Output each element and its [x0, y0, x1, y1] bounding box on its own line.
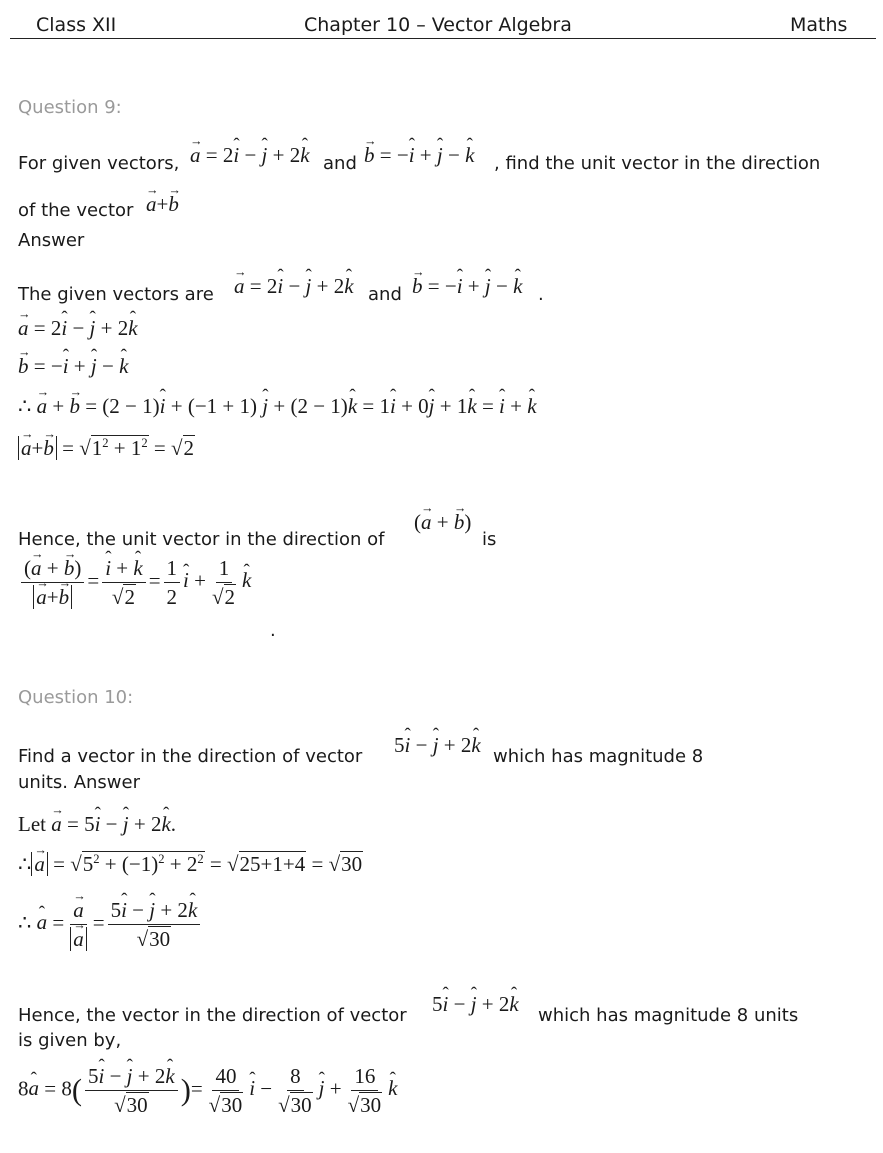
q9-eq-a: → a = 2ˆ i − ˆ j + 2ˆ k	[18, 316, 138, 341]
q9-given-and: and	[368, 284, 402, 305]
question-10-title: Question 10:	[18, 687, 134, 708]
q9-vector-b: → b = −ˆ i + ˆ j − ˆ k	[364, 143, 474, 168]
header-class: Class XII	[36, 14, 117, 36]
q10-hence-a: Hence, the vector in the direction of vector	[18, 1005, 407, 1026]
q9-dot: .	[270, 620, 276, 641]
q9-text-a: For given vectors,	[18, 153, 180, 174]
q9-text-and: and	[323, 153, 357, 174]
q9-given-b: → b = −ˆ i + ˆ j − ˆ k	[412, 274, 522, 299]
q9-hence-vector: (→ a + → b)	[414, 510, 471, 535]
q9-eq-sum: ∴ → a + → b = (2 − 1)ˆ i + (−1 + 1) ˆ j + (2 − 1)ˆ k = 1ˆ i + 0ˆ j + 1ˆ k = ˆ i + ˆ k	[18, 394, 537, 419]
q9-vector-sum: → a+→ b	[146, 192, 179, 217]
q9-text-c: of the vector	[18, 200, 134, 221]
q9-given-text: The given vectors are	[18, 284, 214, 305]
q10-unit-vector: ∴ ˆ a = → a → a = $\frac{\text{5ˆ i − ˆ j + 2ˆ k}}{√30}$	[18, 898, 203, 951]
q9-answer-label: Answer	[18, 230, 85, 251]
header-rule	[10, 38, 876, 39]
q10-final-eq: 8ˆ a = 8( $\frac{\text{5ˆ i − ˆ j + 2ˆ k}}{√30}$ )= $\frac{40}{√30}$ ˆ i − $\frac{8}{√30}$ ˆ j + $\frac{16}{√30}$ ˆ k	[18, 1064, 397, 1117]
q10-text-a: Find a vector in the direction of vector	[18, 746, 363, 767]
header-chapter: Chapter 10 – Vector Algebra	[304, 14, 572, 36]
q10-text-c: units. Answer	[18, 772, 140, 793]
header-subject: Maths	[790, 14, 848, 36]
q10-let: Let → a = 5ˆ i − ˆ j + 2ˆ k.	[18, 812, 176, 837]
q10-vector: 5ˆ i − ˆ j + 2ˆ k	[394, 733, 481, 758]
q9-unit-vector-eq: (→ a + → b) → a+→ b = ˆ $\frac{\text{i + ˆ k}}{√2}$ = $\frac{1}{2}$ ˆ i + $\frac{1}{√2}$ ˆ k	[18, 556, 251, 609]
q9-hence-text: Hence, the unit vector in the direction of	[18, 529, 385, 550]
q10-text-b: which has magnitude 8	[493, 746, 704, 767]
q9-text-b: , find the unit vector in the direction	[494, 153, 821, 174]
q10-hence-vector: 5ˆ i − ˆ j + 2ˆ k	[432, 992, 519, 1017]
q9-given-a: → a = 2ˆ i − ˆ j + 2ˆ k	[234, 274, 354, 299]
q9-eq-b: → b = −ˆ i + ˆ j − ˆ k	[18, 354, 128, 379]
q9-vector-a: → a = 2ˆ i − ˆ j + 2ˆ k	[190, 143, 310, 168]
q9-eq-magnitude: → $a+\to b = √1^2 + 1^2 = √2$	[18, 436, 195, 461]
q9-is: is	[482, 529, 497, 550]
q9-given-end: .	[538, 284, 544, 305]
question-9-title: Question 9:	[18, 97, 122, 118]
q10-hence-c: is given by,	[18, 1030, 122, 1051]
q10-magnitude: ∴→ $a = √5^2 + (-1)^2 + 2^2 = √25+1+4 = √30$	[18, 852, 363, 877]
q10-hence-b: which has magnitude 8 units	[538, 1005, 799, 1026]
